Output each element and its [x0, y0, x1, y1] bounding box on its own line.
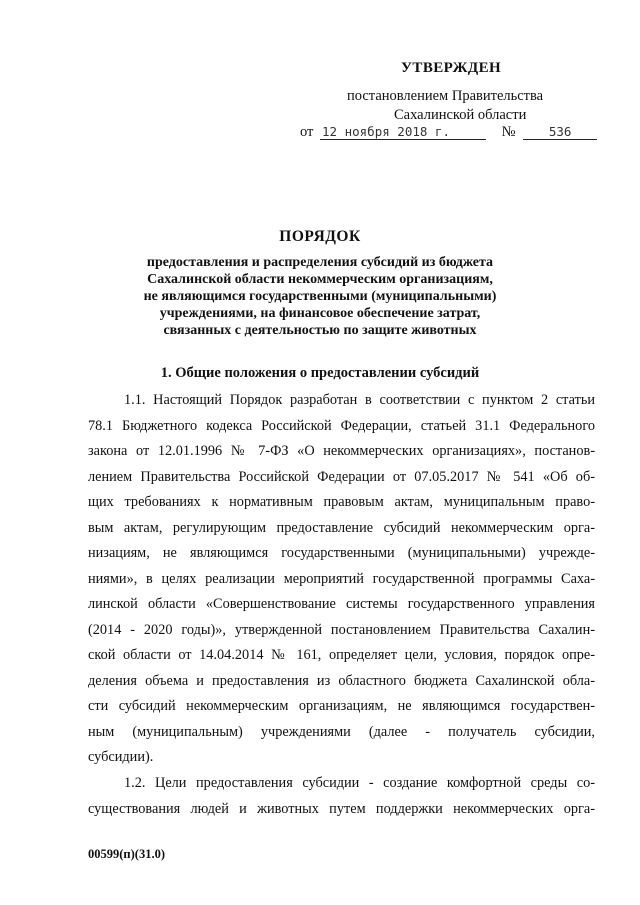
approval-line-2: Сахалинской области [394, 107, 527, 123]
number-prefix: № [501, 124, 516, 140]
approval-date-field: 12 ноября 2018 г. [320, 124, 486, 140]
subtitle-line: связанных с деятельностью по защите животных [163, 323, 477, 338]
paragraph-line: низациям, не являющимся государственными (муниципальными) учрежде- [88, 545, 595, 561]
paragraph-line: субсидии). [88, 749, 154, 765]
approval-date-row [300, 124, 597, 141]
document-subtitle [80, 254, 560, 339]
paragraph-line: 1.1. Настоящий Порядок разработан в соответствии с пунктом 2 статьи [124, 392, 595, 408]
paragraph-line: лением Правительства Российской Федерации от 07.05.2017 № 541 «Об об- [88, 468, 595, 485]
footer-code: 00599(п)(31.0) [88, 847, 165, 861]
paragraph-line: деления объема и предоставления из областного бюджета Сахалинской обла- [88, 672, 595, 689]
paragraph-1-1 [88, 388, 595, 771]
paragraph-line: 78.1 Бюджетного кодекса Российской Федерации, статьей 31.1 Федерального [88, 417, 595, 434]
subtitle-line: учреждениями, на финансовое обеспечение затрат, [159, 306, 481, 321]
approval-number-field: 536 [523, 124, 597, 140]
date-prefix: от [300, 124, 314, 140]
section-heading: 1. Общие положения о предоставлении субсидий [160, 365, 480, 381]
paragraph-line: ской области от 14.04.2014 № 161, определяет цели, условия, порядок опре- [88, 647, 595, 663]
paragraph-line: закона от 12.01.1996 № 7-ФЗ «О некоммерческих организациях», постанов- [88, 443, 595, 459]
approval-title: УТВЕРЖДЕН [401, 60, 502, 76]
paragraph-line: (2014 - 2020 годы)», утвержденной постановлением Правительства Сахалин- [88, 621, 595, 638]
paragraph-line: ным (муниципальным) учреждениями (далее - получатель субсидии, [88, 723, 595, 740]
paragraph-line: сти субсидий некоммерческим организациям, не являющимся государствен- [88, 698, 595, 714]
paragraph-line: существования людей и животных путем поддержки некоммерческих орга- [88, 800, 595, 817]
approval-line-1: постановлением Правительства [347, 88, 544, 104]
subtitle-line: не являющимся государственными (муниципальными) [143, 289, 497, 304]
document-title: ПОРЯДОК [279, 228, 361, 245]
paragraph-line: вым актам, регулирующим предоставление субсидий некоммерческим орга- [88, 519, 595, 536]
paragraph-line: линской области «Совершенствование системы государственного управления [88, 596, 595, 612]
paragraph-line: щих требованиях к нормативным правовым актам, муниципальным право- [88, 494, 595, 510]
subtitle-line: Сахалинской области некоммерческим организациям, [147, 272, 493, 287]
paragraph-line: ниями», в целях реализации мероприятий государственной программы Саха- [88, 570, 595, 587]
paragraph-1-2 [88, 771, 595, 822]
paragraph-line: 1.2. Цели предоставления субсидии - создание комфортной среды со- [124, 775, 595, 791]
subtitle-line: предоставления и распределения субсидий из бюджета [146, 255, 494, 270]
